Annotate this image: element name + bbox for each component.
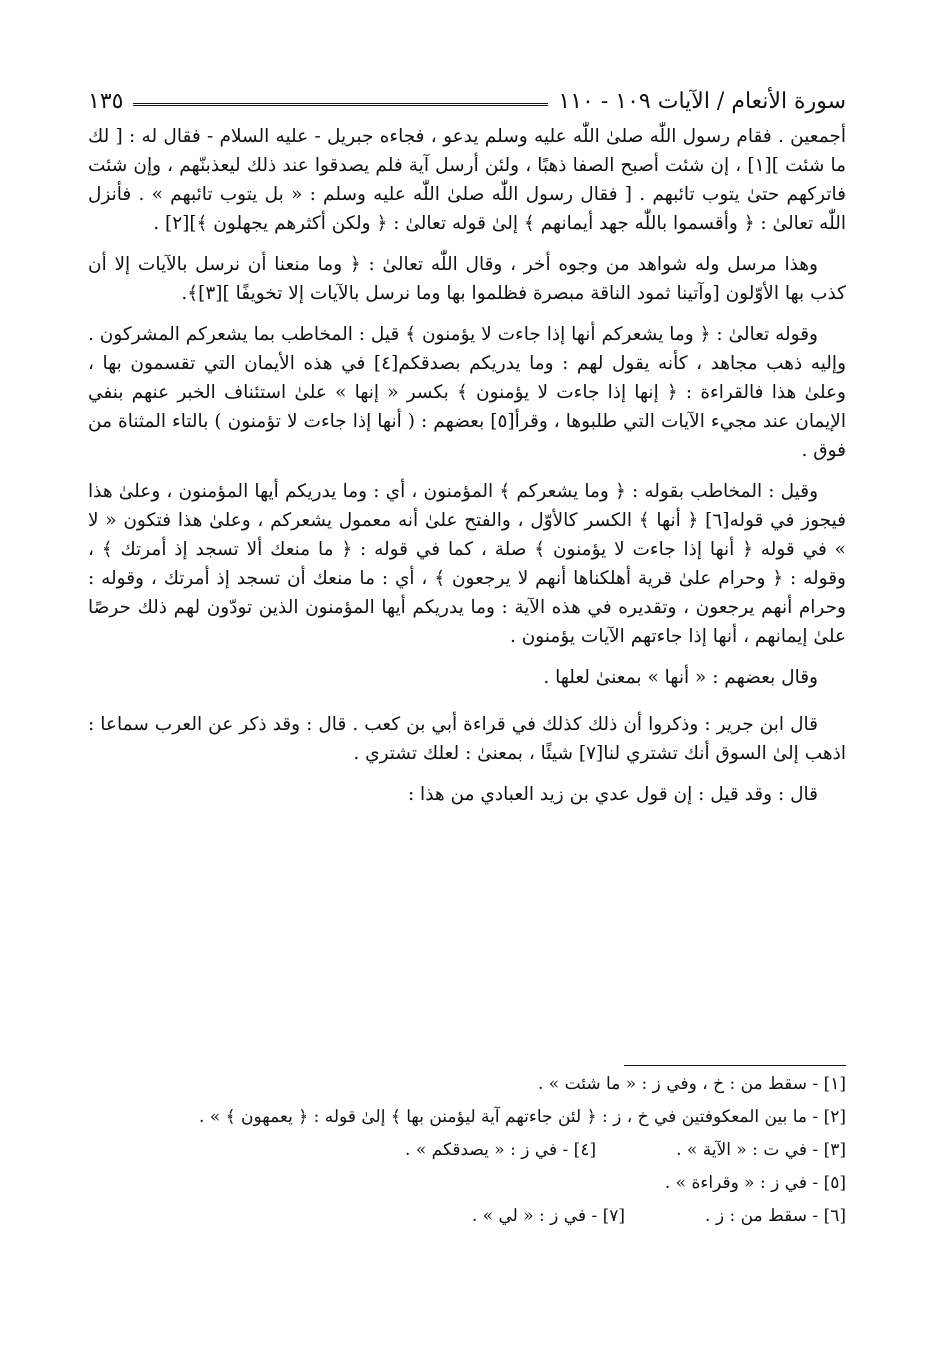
paragraph-1: أجمعين . فقام رسول اللّٰه صلىٰ اللّٰه عليه وسلم يدعو ، فجاءه جبريل - عليه السلام - فقال له : [ لك ما شئت ][١] ، إن شئت أصبح الصفا ذهبًا ، ولئن أرسل آية فلم يصدقوا عند ذلك ليعذبنّهم ، وإن شئت فاتركهم حتىٰ يتوب تائبهم . [ فقال رسول اللّٰه صلىٰ اللّٰه عليه وسلم : « بل يتوب تائبهم » . فأنزل اللّٰه تعالىٰ : ﴿ وأقسموا باللّٰه جهد أيمانهم ﴾ إلىٰ قوله تعالىٰ : ﴿ ولكن أكثرهم يجهلون ﴾][٢] . (88, 126, 846, 234)
page-number: ١٣٥ (88, 89, 124, 114)
paragraph-5: وقال بعضهم : « أنها » بمعنىٰ لعلها . (543, 667, 818, 688)
paragraph-7: قال : وقد قيل : إن قول عدي بن زيد العبادي من هذا : (407, 784, 818, 805)
paragraph-2: وهذا مرسل وله شواهد من وجوه أخر ، وقال اللّٰه تعالىٰ : ﴿ وما منعنا أن نرسل بالآيات إلا أن كذب بها الأوّلون [وآتينا ثمود الناقة مبصرة فظلموا بها وما نرسل بالآيات إلا تخويفًا ][٣]﴾. (88, 254, 846, 304)
paragraph-6: قال ابن جرير : وذكروا أن ذلك كذلك في قراءة أبي بن كعب . قال : وقد ذكر عن العرب سماعا : اذهب إلىٰ السوق أنك تشتري لنا[٧] شيئًا ، بمعنىٰ : لعلك تشتري . (88, 714, 846, 764)
footnote-separator (624, 1065, 846, 1066)
footnote-row (88, 1101, 846, 1134)
footnotes (88, 1068, 846, 1233)
footnote-7: [٧] - في ز : « لي » . (471, 1206, 626, 1226)
footnote-row (88, 1134, 846, 1167)
main-text (88, 122, 846, 809)
footnote-row (88, 1200, 846, 1233)
running-header (88, 78, 846, 114)
footnote-4: [٤] - في ز : « يصدقكم » . (405, 1140, 597, 1160)
footnote-3: [٣] - في ت : « الآية » . (676, 1140, 846, 1160)
footnote-2: [٢] - ما بين المعكوفتين في خ ، ز : ﴿ لئن جاءتهم آية ليؤمنن بها ﴾ إلىٰ قوله : ﴿ يعمهون ﴾ » . (199, 1107, 846, 1127)
footnote-1: [١] - سقط من : خ ، وفي ز : « ما شئت » . (537, 1074, 846, 1094)
surah-title: سورة الأنعام / الآيات ١٠٩ - ١١٠ (558, 89, 846, 114)
header-rule (133, 103, 548, 106)
footnote-6: [٦] - سقط من : ز . (705, 1206, 846, 1226)
footnote-row (88, 1068, 846, 1101)
paragraph-3: وقوله تعالىٰ : ﴿ وما يشعركم أنها إذا جاءت لا يؤمنون ﴾ قيل : المخاطب بما يشعركم المشركون . وإليه ذهب مجاهد ، كأنه يقول لهم : وما يدريكم بصدقكم[٤] في هذه الأيمان التي تقسمون بها ، وعلىٰ هذا فالقراءة : ﴿ إنها إذا جاءت لا يؤمنون ﴾ بكسر « إنها » علىٰ استئناف الخبر عنهم بنفي الإيمان عند مجيء الآيات التي طلبوها ، وقرأ[٥] بعضهم : ( أنها إذا جاءت لا تؤمنون ) بالتاء المثناة من فوق . (88, 324, 846, 461)
paragraph-4: وقيل : المخاطب بقوله : ﴿ وما يشعركم ﴾ المؤمنون ، أي : وما يدريكم أيها المؤمنون ، وعلىٰ هذا فيجوز في قوله[٦] ﴿ أنها ﴾ الكسر كالأوّل ، والفتح علىٰ أنه معمول يشعركم ، وعلىٰ هذا فتكون « لا » في قوله ﴿ أنها إذا جاءت لا يؤمنون ﴾ صلة ، كما في قوله : ﴿ ما منعك ألا تسجد إذ أمرتك ﴾ ، وقوله : ﴿ وحرام علىٰ قرية أهلكناها أنهم لا يرجعون ﴾ ، أي : ما منعك أن تسجد إذ أمرتك ، وقوله : وحرام أنهم يرجعون ، وتقديره في هذه الآية : وما يدريكم أيها المؤمنون الذين تودّون لهم ذلك حرصًا علىٰ إيمانهم ، أنها إذا جاءتهم الآيات يؤمنون . (88, 481, 846, 647)
footnote-5: [٥] - في ز : « وقراءة » . (664, 1173, 846, 1193)
footnote-row (88, 1167, 846, 1200)
